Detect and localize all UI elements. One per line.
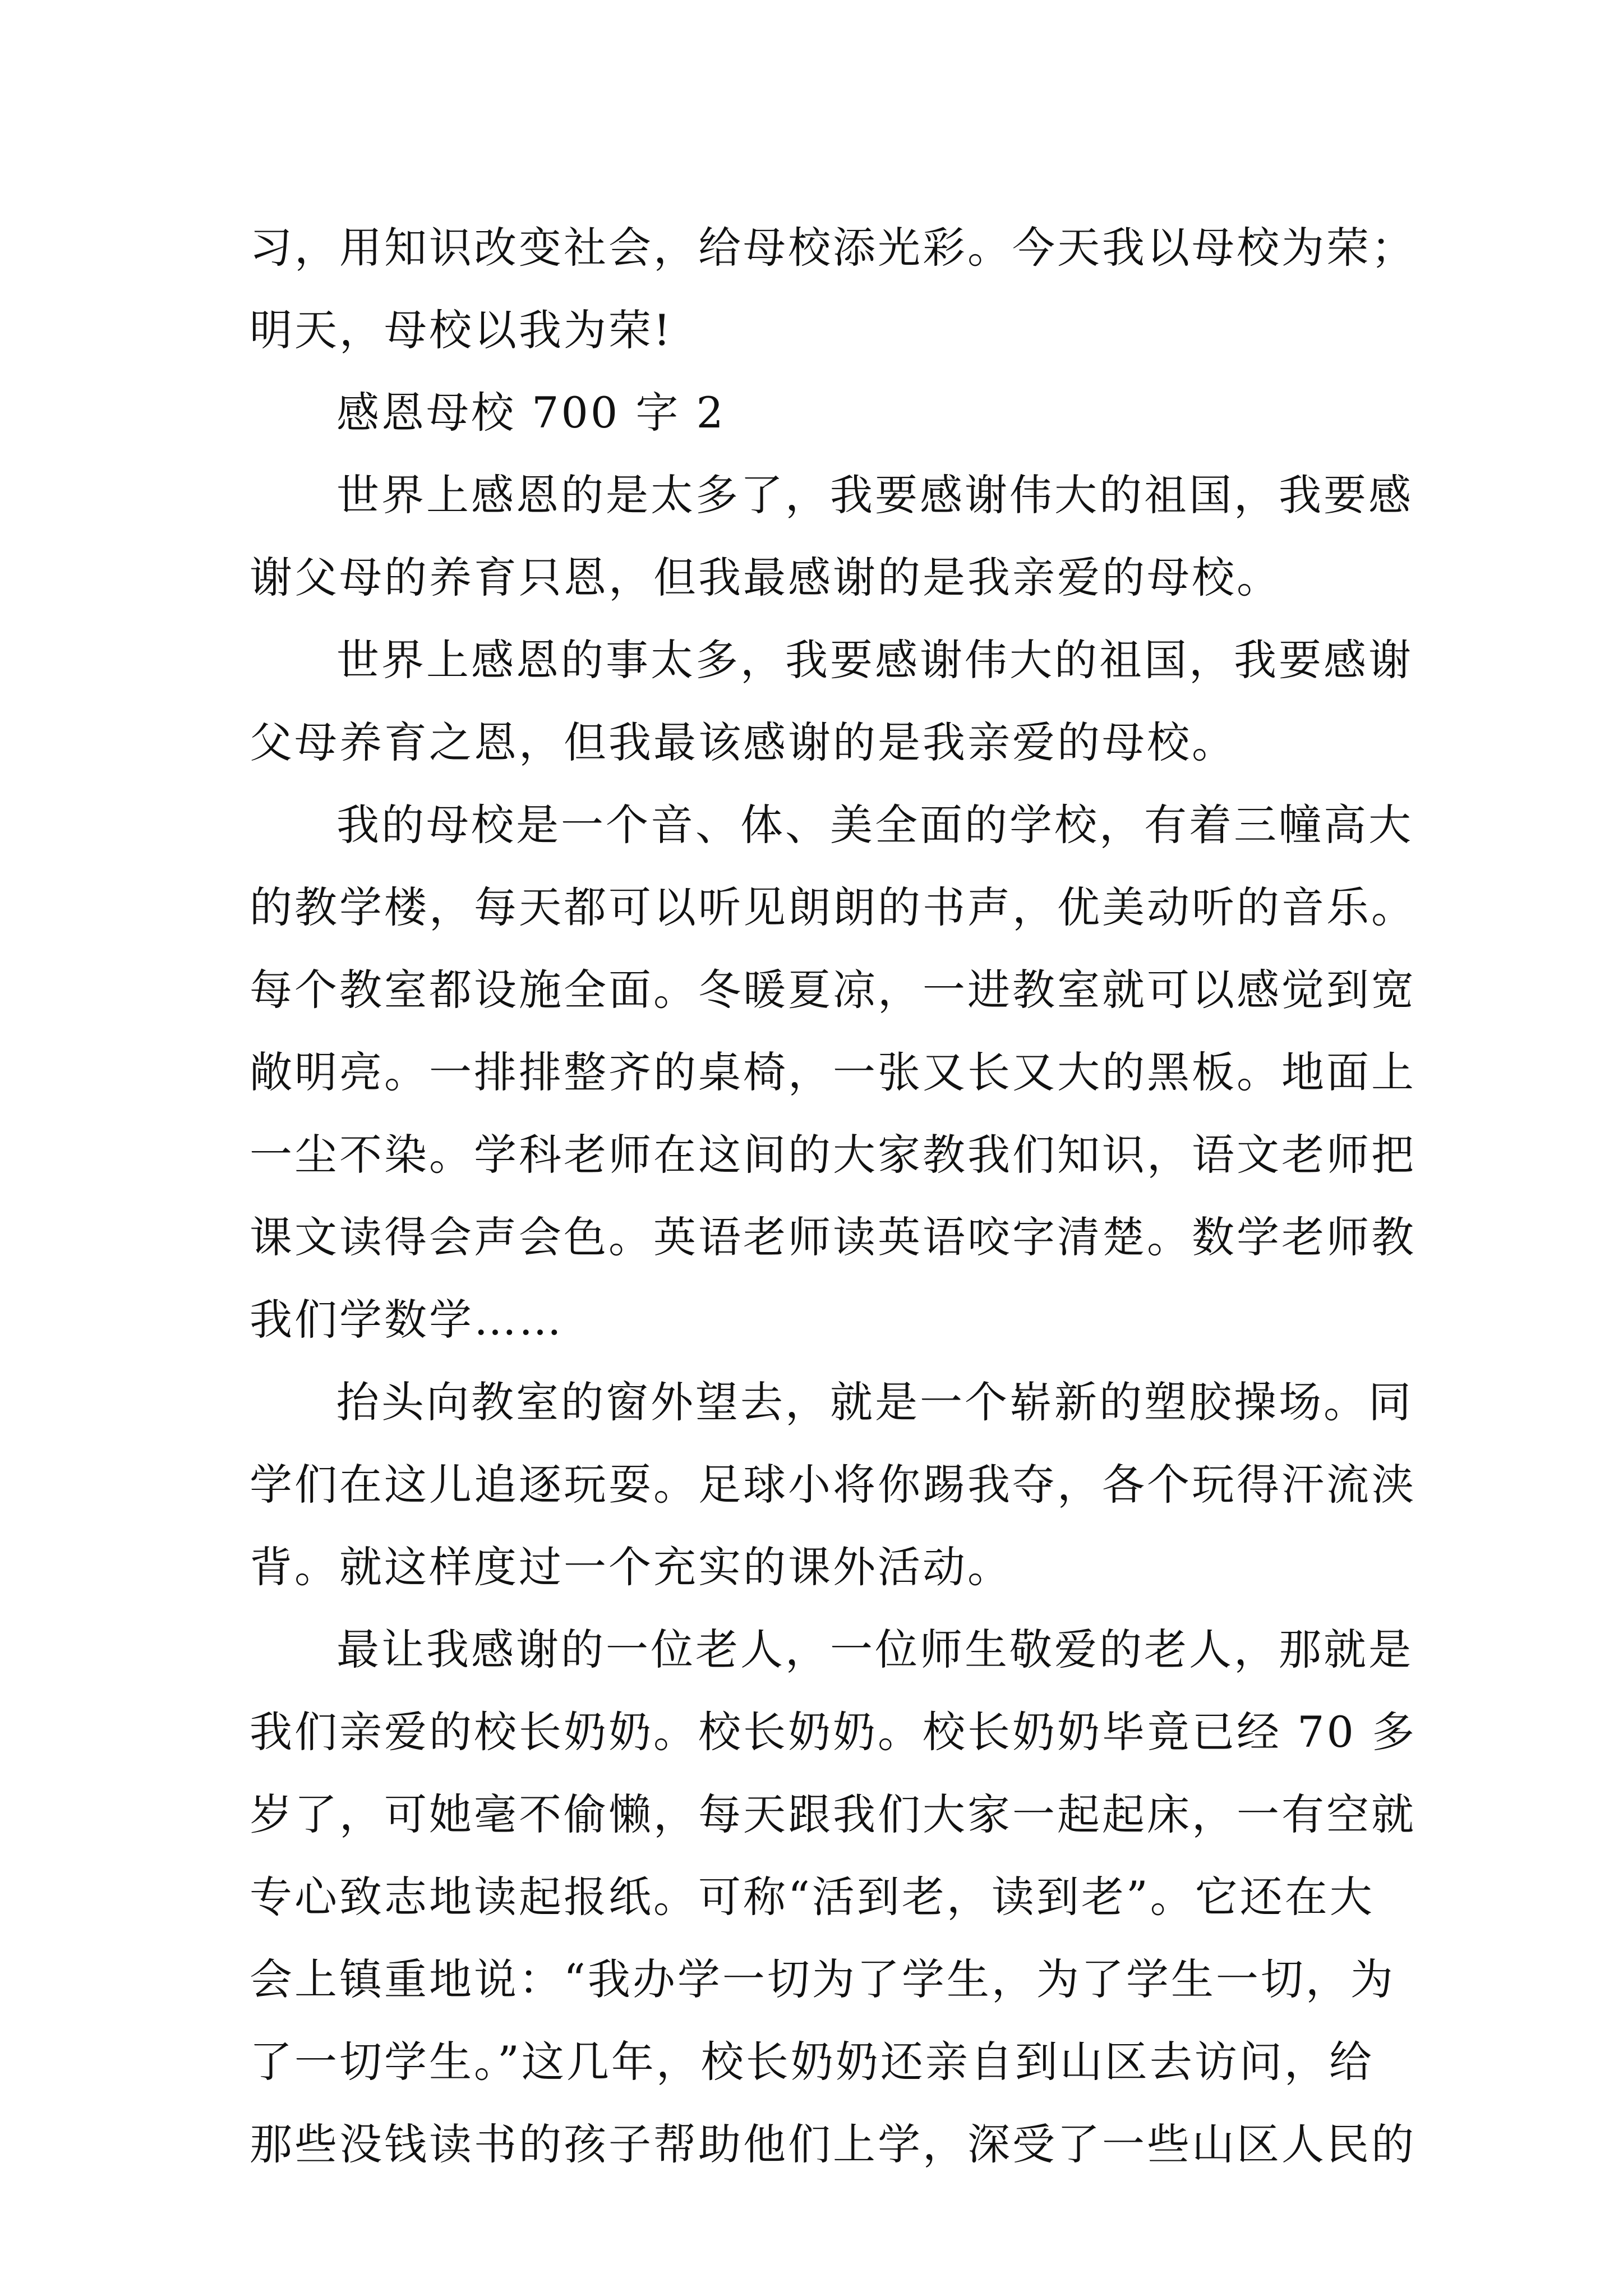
text-line: 的教学楼，每天都可以听见朗朗的书声，优美动听的音乐。 — [250, 882, 1416, 932]
text-line: 敞明亮。一排排整齐的桌椅，一张又长又大的黑板。地面上 — [250, 1047, 1416, 1097]
text-line: 一尘不染。学科老师在这间的大家教我们知识，语文老师把 — [250, 1130, 1416, 1180]
body-text — [250, 206, 1417, 2185]
text-line: 我们亲爱的校长奶奶。校长奶奶。校长奶奶毕竟已经 70 多 — [250, 1707, 1417, 1757]
text-line: 每个教室都设施全面。冬暖夏凉，一进教室就可以感觉到宽 — [250, 965, 1416, 1015]
text-line: 岁了，可她毫不偷懒，每天跟我们大家一起起床，一有空就 — [250, 1789, 1416, 1839]
text-line: 明天，母校以我为荣! — [250, 305, 673, 355]
text-line: 学们在这儿追逐玩耍。足球小将你踢我夺，各个玩得汗流浃 — [250, 1460, 1416, 1510]
section-heading: 感恩母校 700 字 2 — [336, 388, 726, 438]
text-line: 我的母校是一个音、体、美全面的学校，有着三幢高大 — [336, 800, 1413, 850]
text-line: 抬头向教室的窗外望去，就是一个崭新的塑胶操场。同 — [336, 1377, 1413, 1427]
text-line: 那些没钱读书的孩子帮助他们上学，深受了一些山区人民的 — [250, 2119, 1416, 2169]
text-line: 专心致志地读起报纸。可称“活到老，读到老”。它还在大 — [250, 1872, 1375, 1922]
text-line: 了一切学生。”这几年，校长奶奶还亲自到山区去访问，给 — [250, 2037, 1374, 2087]
text-line: 习，用知识改变社会，给母校添光彩。今天我以母校为荣； — [250, 223, 1416, 273]
text-line: 我们学数学…… — [250, 1295, 564, 1345]
text-line: 世界上感恩的是太多了，我要感谢伟大的祖国，我要感 — [336, 470, 1413, 520]
text-line: 背。就这样度过一个充实的课外活动。 — [250, 1542, 1012, 1592]
text-line: 课文读得会声会色。英语老师读英语咬字清楚。数学老师教 — [250, 1212, 1416, 1262]
text-line: 最让我感谢的一位老人，一位师生敬爱的老人，那就是 — [336, 1625, 1413, 1674]
text-line: 世界上感恩的事太多，我要感谢伟大的祖国，我要感谢 — [336, 635, 1413, 685]
text-line: 会上镇重地说：“我办学一切为了学生，为了学生一切，为 — [250, 1954, 1395, 2004]
text-line: 父母养育之恩，但我最该感谢的是我亲爱的母校。 — [250, 717, 1237, 767]
text-line: 谢父母的养育只恩，但我最感谢的是我亲爱的母校。 — [250, 553, 1281, 602]
